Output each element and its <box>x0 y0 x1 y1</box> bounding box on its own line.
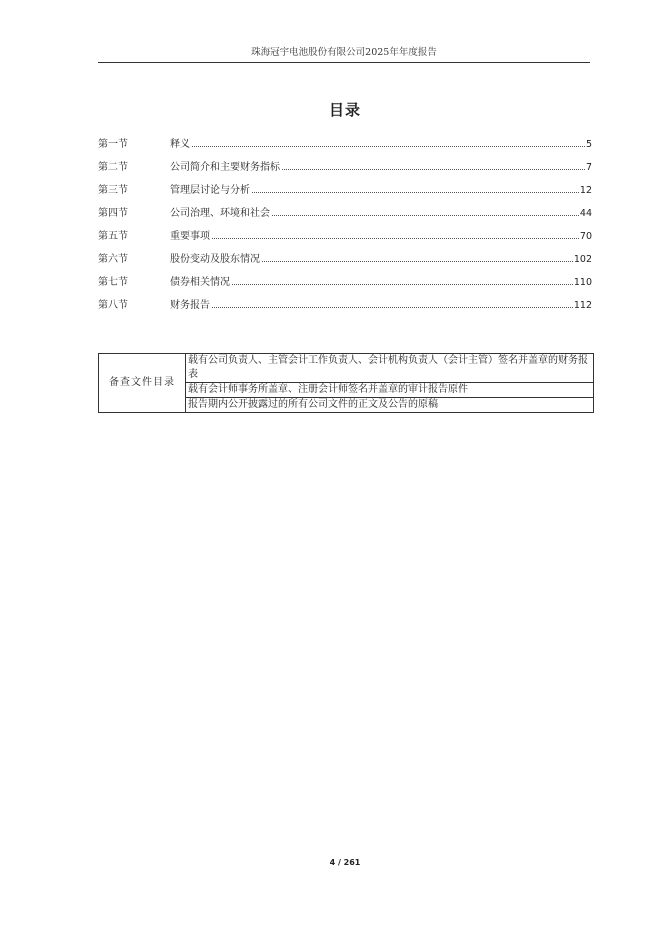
toc-entry[interactable] <box>98 276 592 299</box>
toc-section-title: 债券相关情况 <box>170 277 230 288</box>
toc-page-number: 12 <box>579 185 592 196</box>
toc-dot-leader <box>272 214 579 216</box>
toc-section-number: 第一节 <box>98 139 128 150</box>
toc-section-number: 第二节 <box>98 162 128 173</box>
reference-documents-heading: 备查文件目录 <box>99 354 186 413</box>
reference-documents-table <box>98 353 594 413</box>
toc-dot-leader <box>262 260 573 262</box>
reference-document-item: 报告期内公开披露过的所有公司文件的正文及公告的原稿 <box>186 398 594 413</box>
toc-page-number: 110 <box>573 277 592 288</box>
reference-document-item: 载有公司负责人、主管会计工作负责人、会计机构负责人（会计主管）签名并盖章的财务报表 <box>186 354 594 383</box>
toc-section-title: 股份变动及股东情况 <box>170 254 260 265</box>
toc-page-number: 102 <box>573 254 592 265</box>
toc-dot-leader <box>212 306 573 308</box>
toc-entry[interactable] <box>98 184 592 207</box>
toc-section-number: 第四节 <box>98 208 128 219</box>
toc-entry[interactable] <box>98 253 592 276</box>
toc-page-number: 70 <box>579 231 592 242</box>
reference-document-item: 载有会计师事务所盖章、注册会计师签名并盖章的审计报告原件 <box>186 383 594 398</box>
toc-section-title: 释义 <box>170 139 190 150</box>
table-of-contents <box>98 138 592 322</box>
toc-page-number: 112 <box>573 300 592 311</box>
toc-section-title: 公司治理、环境和社会 <box>170 208 270 219</box>
toc-section-number: 第五节 <box>98 231 128 242</box>
toc-dot-leader <box>232 283 573 285</box>
toc-section-title: 管理层讨论与分析 <box>170 185 250 196</box>
toc-section-number: 第七节 <box>98 277 128 288</box>
toc-dot-leader <box>282 168 585 170</box>
toc-dot-leader <box>212 237 579 239</box>
toc-page-number: 5 <box>585 139 592 150</box>
toc-entry[interactable] <box>98 299 592 322</box>
toc-entry[interactable] <box>98 138 592 161</box>
header-rule <box>98 62 590 63</box>
page-header: 珠海冠宇电池股份有限公司2025年年度报告 <box>251 47 437 58</box>
toc-dot-leader <box>252 191 579 193</box>
page-number: 4 / 261 <box>329 858 361 867</box>
toc-section-number: 第八节 <box>98 300 128 311</box>
toc-entry[interactable] <box>98 207 592 230</box>
toc-section-title: 重要事项 <box>170 231 210 242</box>
toc-entry[interactable] <box>98 161 592 184</box>
toc-entry[interactable] <box>98 230 592 253</box>
toc-page-number: 44 <box>579 208 592 219</box>
toc-title: 目录 <box>328 101 361 119</box>
toc-dot-leader <box>192 145 585 147</box>
toc-section-title: 财务报告 <box>170 300 210 311</box>
toc-page-number: 7 <box>585 162 592 173</box>
toc-section-number: 第六节 <box>98 254 128 265</box>
table-row <box>99 354 594 383</box>
toc-section-number: 第三节 <box>98 185 128 196</box>
toc-section-title: 公司简介和主要财务指标 <box>170 162 280 173</box>
